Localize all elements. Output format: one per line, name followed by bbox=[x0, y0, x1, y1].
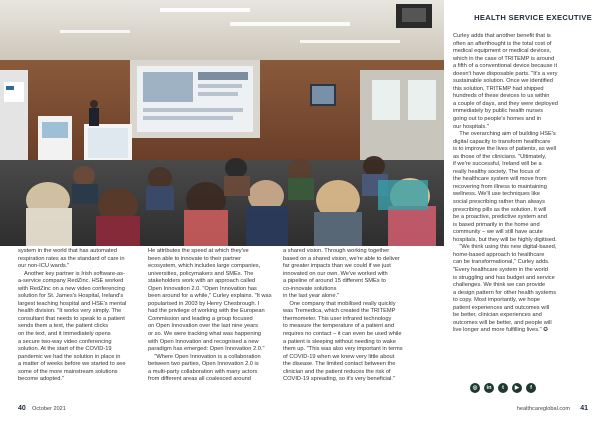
article-column-1 bbox=[18, 248, 138, 384]
text-line: One company that mobilised really quickly bbox=[283, 300, 396, 307]
text-line: if we're successful, Ireland will be a bbox=[453, 161, 542, 168]
text-line: outcomes will be better, and people will bbox=[453, 319, 552, 326]
text-line: hospitals, but they will be highly digitised. bbox=[453, 236, 557, 243]
text-line: going out to people's homes and in bbox=[453, 116, 542, 123]
text-line: clinician and the patient reduces the risk of bbox=[283, 368, 391, 375]
text-line: far greater impacts than we could if we just bbox=[283, 263, 391, 270]
youtube-icon[interactable]: ▶ bbox=[512, 383, 522, 393]
text-line: based on a shared vision, we're able to deliver bbox=[283, 255, 400, 262]
text-line: paradigm has emerged: Open Innovation 2.0." bbox=[148, 346, 265, 353]
text-line: doesn't have disposable parts. "It's a very bbox=[453, 70, 558, 77]
text-line: The overarching aim of building HSE's bbox=[453, 131, 556, 138]
text-line: sends them a text, the patient clicks bbox=[18, 323, 109, 330]
text-line: really healthy society. The focus of bbox=[453, 168, 540, 175]
text-line: challenges. We think we can provide bbox=[453, 282, 546, 289]
text-line: was Tremedica, which created the TRITEMP bbox=[283, 308, 396, 315]
text-line: this solution, TRITEMP had shipped bbox=[453, 85, 544, 92]
text-line: is based primarily in the home and bbox=[453, 221, 540, 228]
instagram-icon[interactable]: ◎ bbox=[470, 383, 480, 393]
text-line: which in the case of TRITEMP is around bbox=[453, 55, 555, 62]
page-title: HEALTH SERVICE EXECUTIVE bbox=[474, 13, 592, 22]
text-line: digital capacity to transform healthcare bbox=[453, 138, 551, 145]
website-link[interactable]: healthcareglobal.com bbox=[516, 406, 570, 412]
text-line: on the text, and it immediately opens bbox=[18, 331, 111, 338]
text-line: consultant that needs to speak to a patient bbox=[18, 315, 125, 322]
text-line: is struggling and has budget and service bbox=[453, 274, 555, 281]
text-line: "Where Open Innovation is a collaboration bbox=[148, 353, 261, 360]
text-line: "Every healthcare system in the world bbox=[453, 266, 548, 273]
text-line: He attributes the speed at which they've bbox=[148, 248, 249, 254]
text-line: a couple of days, and they were deployed bbox=[453, 100, 558, 107]
text-line: live longer and more fulfilling lives." ✪ bbox=[453, 327, 548, 334]
text-line: community – we will still have acute bbox=[453, 229, 543, 236]
text-line: a design pattern for other health systems bbox=[453, 289, 557, 296]
text-line: been able to innovate to their partner bbox=[148, 255, 241, 262]
text-line: some of the more mainstream solutions bbox=[18, 368, 118, 375]
text-line: often an afterthought is the total cost of bbox=[453, 40, 552, 47]
text-line: is to improve the lives of patients, as well bbox=[453, 146, 557, 153]
text-line: in the last year alone." bbox=[283, 293, 340, 300]
text-line: the disease. The limited contact between the bbox=[283, 361, 396, 368]
twitter-icon[interactable]: t bbox=[498, 383, 508, 393]
text-line: as those of the clinicians. "Ultimately, bbox=[453, 153, 547, 160]
text-line: pandemic we had the solution in place in bbox=[18, 353, 121, 360]
page-number-right: 41 bbox=[580, 405, 588, 412]
linkedin-icon[interactable]: in bbox=[484, 383, 494, 393]
text-line: a multi-party collaboration with many actors bbox=[148, 368, 258, 375]
conference-photo bbox=[0, 0, 444, 246]
text-line: be better, clinician experiences and bbox=[453, 312, 542, 319]
text-line: be a proactive, predictive system and bbox=[453, 214, 547, 221]
header bbox=[446, 0, 600, 30]
text-line: recovering from illness to maintaining bbox=[453, 183, 547, 190]
text-line: our hospitals." bbox=[453, 123, 489, 130]
text-line: social prescribing rather than always bbox=[453, 199, 545, 206]
text-line: a fifth of a conventional device because it bbox=[453, 63, 558, 70]
text-line: our non-ICU wards." bbox=[18, 263, 70, 270]
text-line: with RedZinc on a new video conferencing bbox=[18, 285, 125, 292]
text-line: COVID-19 spreading, so it's very beneficial." bbox=[283, 376, 395, 383]
text-line: a secure two-way video conferencing bbox=[18, 338, 112, 345]
text-line: prescribing pills as the solution. It will bbox=[453, 206, 547, 213]
text-line: or so. We were tracking what was happening bbox=[148, 331, 262, 338]
text-line: of COVID-19 when we knew very little about bbox=[283, 353, 395, 360]
text-line: respiration rates as the standard of care in bbox=[18, 255, 125, 262]
text-line: home-based approach to healthcare bbox=[453, 251, 545, 258]
text-line: popularised in 2003 by Henry Chesbrough. I bbox=[148, 300, 260, 307]
text-line: hundreds of these devices to us within bbox=[453, 93, 550, 100]
text-line: Another key partner is Irish software-as- bbox=[18, 270, 125, 277]
text-line: a matter of weeks before we started to see bbox=[18, 361, 126, 368]
text-line: between two parties, Open Innovation 2.0 is bbox=[148, 361, 259, 368]
text-line: solution. At the start of the COVID-19 bbox=[18, 346, 112, 353]
text-line: solution for St. James's Hospital, Ireland's bbox=[18, 293, 124, 300]
text-line: medical equipment or medical devices, bbox=[453, 48, 551, 55]
text-line: universities, policymakers and SMEs. The bbox=[148, 270, 254, 277]
text-line: largest teaching hospital and HSE's mental bbox=[18, 300, 127, 307]
issue-date: October 2021 bbox=[32, 406, 66, 412]
text-line: a shared vision. Through working together bbox=[283, 248, 390, 254]
text-line: system in the world that has automated bbox=[18, 248, 117, 254]
text-line: had the privilege of working with the European bbox=[148, 308, 265, 315]
text-line: wellness. We'll use techniques like bbox=[453, 191, 540, 198]
text-line: requires no contact – it can even be used while bbox=[283, 331, 402, 338]
facebook-icon[interactable]: f bbox=[526, 383, 536, 393]
text-line: a pipeline of around 15 different SMEs to bbox=[283, 278, 386, 285]
text-line: innovated on our own. We've worked with bbox=[283, 270, 388, 277]
text-line: Commission and leading a group focused bbox=[148, 315, 253, 322]
text-line: Open Innovation 2.0. "Open Innovation has bbox=[148, 285, 257, 292]
text-line: immediately by public health nurses bbox=[453, 108, 544, 115]
social-icons bbox=[470, 383, 536, 393]
text-line: sustainable solution. Once we identified bbox=[453, 78, 553, 85]
article-column-right bbox=[453, 33, 597, 335]
text-line: Curley adds that another benefit that is bbox=[453, 33, 551, 39]
text-line: can be transformational," Curley adds. bbox=[453, 259, 550, 266]
page-number-left: 40 bbox=[18, 405, 26, 412]
article-column-2 bbox=[148, 248, 270, 384]
text-line: a patient is sleeping without needing to wake bbox=[283, 338, 396, 345]
text-line: "We think using this new digital-based, bbox=[453, 244, 557, 251]
text-line: them up. "This was also very important in terms bbox=[283, 346, 403, 353]
article-column-3 bbox=[283, 248, 401, 384]
text-line: stakeholders work with an approach called bbox=[148, 278, 256, 285]
text-line: a-service company RedZinc. HSE worked bbox=[18, 278, 124, 285]
text-line: to measure the temperature of a patient and bbox=[283, 323, 394, 330]
text-line: from different areas all coalesced around bbox=[148, 376, 251, 383]
text-line: thermometer. This user infrared technology bbox=[283, 315, 392, 322]
text-line: co-innovate solutions bbox=[283, 285, 337, 292]
text-line: with Open Innovation and recognised a new bbox=[148, 338, 259, 345]
text-line: ecosystem, which includes large companies, bbox=[148, 263, 261, 270]
text-line: been around for a while," Curley explains. "It was bbox=[148, 293, 272, 300]
text-line: the healthcare system will move from bbox=[453, 176, 547, 183]
text-line: on Open Innovation over the last nine years bbox=[148, 323, 259, 330]
text-line: to copy. Most importantly, we hope bbox=[453, 297, 541, 304]
text-line: health division. "It works very simply. The bbox=[18, 308, 122, 315]
text-line: patient experiences and outcomes will bbox=[453, 304, 550, 311]
text-line: become adopted." bbox=[18, 376, 64, 383]
